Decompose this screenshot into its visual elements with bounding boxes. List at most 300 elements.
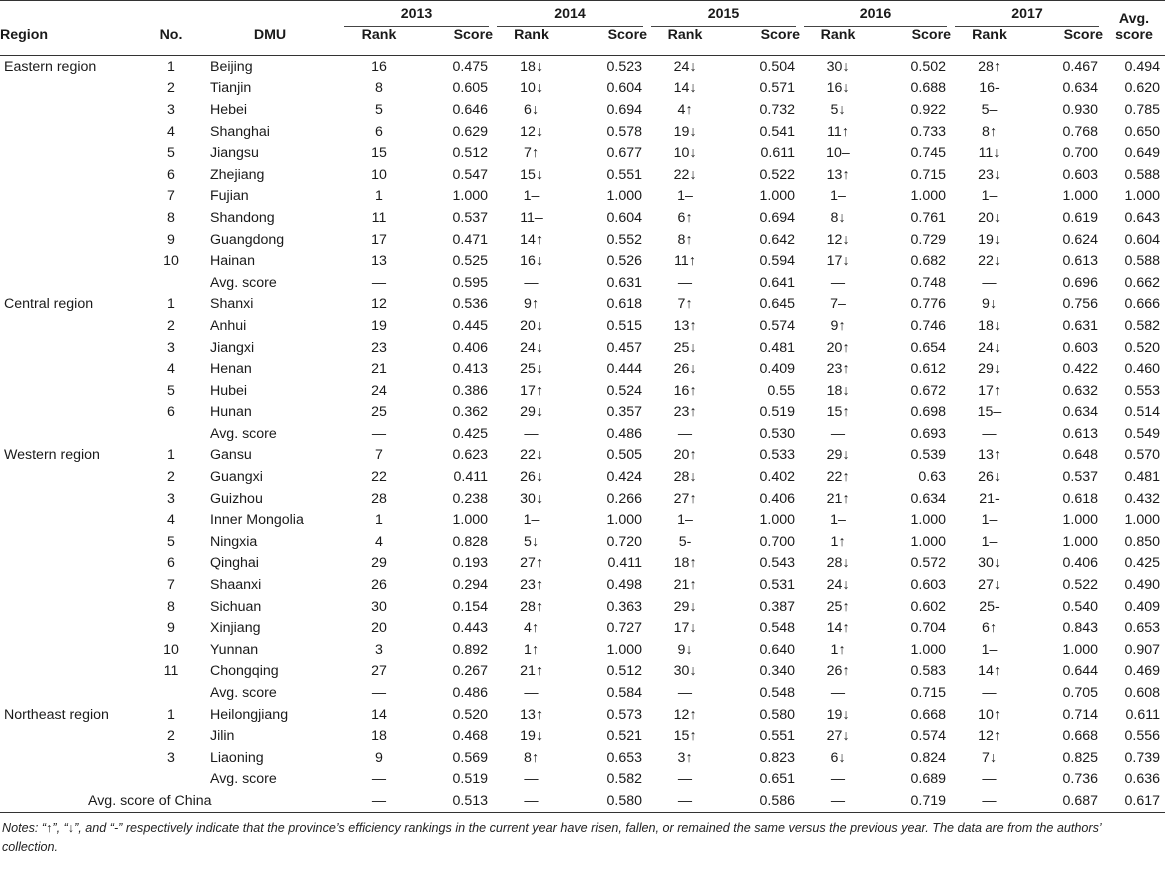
dmu-cell: Beijing [210, 58, 253, 75]
rank-cell: 1 [375, 512, 383, 529]
score-cell: 0.828 [452, 533, 488, 550]
rank-cell: 13↑ [826, 166, 850, 183]
score-cell: 0.411 [607, 555, 642, 572]
region-cell [0, 99, 142, 121]
score-cell: 0.618 [1062, 490, 1098, 507]
score-cell: 0.402 [759, 469, 795, 486]
score-cell: 1.000 [759, 188, 795, 205]
score-cell: 0.645 [759, 296, 795, 313]
region-cell [0, 186, 142, 208]
dmu-cell: Xinjiang [210, 620, 261, 637]
table-row [0, 488, 1165, 510]
avg-score-cell: 0.785 [1124, 101, 1160, 118]
table-row [0, 704, 1165, 726]
score-cell: 0.468 [452, 728, 488, 745]
rank-cell: 23↓ [978, 166, 1001, 183]
table-row [0, 315, 1165, 337]
region-cell [0, 682, 142, 704]
dmu-cell: Heilongjiang [210, 706, 289, 723]
rank-cell: 17↑ [978, 382, 1001, 399]
score-cell: 1.000 [452, 188, 488, 205]
no-cell: 10 [163, 641, 179, 658]
score-cell: 0.729 [910, 231, 946, 248]
rank-cell: 7 [375, 447, 383, 464]
region-cell [0, 617, 142, 639]
region-cell [0, 272, 142, 294]
score-cell: 0.631 [606, 274, 642, 291]
score-cell: 0.694 [606, 101, 642, 118]
rank-cell: 1↑ [830, 533, 846, 550]
dmu-cell: Avg. score [210, 425, 277, 442]
rank-cell: — [677, 274, 693, 291]
region-cell: Eastern region [4, 58, 97, 75]
no-header [142, 1, 200, 28]
score-cell: 0.513 [418, 790, 493, 812]
avg-score-cell: 0.460 [1124, 361, 1160, 378]
avg-score-cell: 0.588 [1124, 166, 1160, 183]
dmu-cell: Avg. score [210, 685, 277, 702]
score-cell: 0.745 [910, 145, 946, 162]
region-avg-row [0, 682, 1165, 704]
score-cell: 0.582 [606, 771, 642, 788]
rank-cell: 10↓ [673, 145, 697, 162]
score-cell: 0.613 [1062, 425, 1098, 442]
rank-cell: 16↑ [673, 382, 697, 399]
score-cell: 0.520 [452, 706, 488, 723]
score-cell: 1.000 [910, 512, 946, 529]
avg-score-header-line1: Avg. [1103, 1, 1165, 28]
rank-cell: — [830, 425, 846, 442]
avg-score-header-line2: score [1103, 27, 1165, 56]
table-row [0, 250, 1165, 272]
score-cell: 0.612 [910, 361, 946, 378]
rank-cell: 6 [375, 123, 383, 140]
score-cell: 0.756 [1062, 296, 1098, 313]
score-cell: 0.698 [910, 404, 946, 421]
score-cell: 0.634 [910, 490, 946, 507]
score-cell: 1.000 [452, 512, 488, 529]
rank-cell: 8↑ [982, 123, 997, 140]
avg-score-cell: 0.611 [1125, 706, 1160, 723]
rank-cell: 29↓ [520, 404, 543, 421]
score-cell: 0.595 [452, 274, 488, 291]
region-cell [0, 531, 142, 553]
score-cell: 0.539 [910, 447, 946, 464]
score-cell: 0.641 [759, 274, 795, 291]
no-cell: 11 [163, 663, 179, 680]
rank-cell: 15↑ [826, 404, 850, 421]
score-cell: 0.411 [453, 469, 488, 486]
table-row [0, 337, 1165, 359]
avg-score-cell: 0.608 [1124, 685, 1160, 702]
score-cell: 0.604 [606, 80, 642, 97]
rank-cell: 22↓ [978, 253, 1001, 270]
rank-cell: — [830, 771, 846, 788]
no-cell: 5 [167, 382, 175, 399]
rank-cell: 6↑ [982, 620, 997, 637]
year-header-2014: 2014 [493, 1, 647, 28]
score-cell: 0.406 [452, 339, 488, 356]
no-cell [142, 769, 200, 791]
table-row [0, 639, 1165, 661]
score-cell: 0.543 [759, 555, 795, 572]
rank-cell: 5 [375, 101, 383, 118]
no-cell: 8 [167, 209, 175, 226]
no-cell: 6 [167, 404, 175, 421]
score-cell: 0.444 [606, 361, 642, 378]
score-cell: 0.603 [1062, 166, 1098, 183]
score-cell: 0.715 [910, 166, 946, 183]
table-header [0, 1, 1165, 56]
rank-cell: 18↓ [520, 58, 543, 75]
table-row [0, 466, 1165, 488]
rank-cell: 25↓ [520, 361, 543, 378]
no-cell: 5 [167, 533, 175, 550]
score-cell: 0.362 [452, 404, 488, 421]
score-cell: 0.481 [759, 339, 795, 356]
score-cell: 0.524 [606, 382, 642, 399]
rank-cell: 8 [375, 80, 383, 97]
rank-cell: 23↑ [826, 361, 850, 378]
year-header-2013: 2013 [340, 1, 493, 28]
rank-cell: — [524, 425, 539, 442]
score-cell: 0.693 [910, 425, 946, 442]
rank-cell: 19↓ [673, 123, 697, 140]
score-cell: 0.746 [910, 317, 946, 334]
score-cell: 0.574 [759, 317, 795, 334]
score-cell: 0.748 [910, 274, 946, 291]
avg-score-cell: 0.582 [1124, 317, 1160, 334]
rank-cell: 4↑ [524, 620, 539, 637]
score-cell: 0.443 [452, 620, 488, 637]
score-cell: 0.551 [606, 166, 642, 183]
score-cell: 0.512 [606, 663, 642, 680]
year-header-2016: 2016 [800, 1, 951, 28]
table-row [0, 207, 1165, 229]
rank-cell: 24 [371, 382, 387, 399]
score-cell: 0.586 [723, 790, 800, 812]
score-cell: 1.000 [910, 188, 946, 205]
region-cell [0, 769, 142, 791]
rank-cell: — [647, 790, 723, 812]
dmu-cell: Inner Mongolia [210, 512, 304, 529]
avg-score-cell: 1.000 [1124, 512, 1160, 529]
rank-cell: 25↓ [673, 339, 697, 356]
rank-cell: 5– [981, 101, 998, 118]
no-header-label: No. [142, 27, 200, 56]
score-cell: 0.668 [910, 706, 946, 723]
score-cell: 0.406 [759, 490, 795, 507]
rank-cell: 28↑ [978, 58, 1001, 75]
rank-cell: 17↓ [826, 253, 850, 270]
score-cell: 0.551 [759, 728, 795, 745]
avg-score-cell: 0.514 [1124, 404, 1160, 421]
dmu-cell: Hainan [210, 253, 255, 270]
score-cell: 0.580 [759, 706, 795, 723]
score-cell: 0.642 [759, 231, 795, 248]
score-cell: 0.624 [1062, 231, 1098, 248]
table-row [0, 445, 1165, 467]
rank-cell: — [677, 425, 693, 442]
rank-cell: 28↑ [520, 598, 543, 615]
rank-cell: 18↓ [978, 317, 1001, 334]
avg-score-cell: 0.662 [1124, 274, 1160, 291]
table-row [0, 596, 1165, 618]
rank-cell: 28 [371, 490, 387, 507]
score-cell: 0.471 [452, 231, 488, 248]
rank-cell: 13↑ [673, 317, 697, 334]
score-cell: 0.605 [452, 80, 488, 97]
rank-cell: — [524, 771, 539, 788]
no-cell: 1 [167, 58, 175, 75]
avg-score-cell: 0.617 [1103, 790, 1165, 812]
region-cell [0, 466, 142, 488]
dmu-header [200, 1, 340, 28]
rank-cell: 12↓ [520, 123, 543, 140]
score-cell: 0.457 [606, 339, 642, 356]
table-row [0, 56, 1165, 78]
dmu-cell: Shaanxi [210, 577, 262, 594]
region-cell [0, 639, 142, 661]
rank-cell: 19↓ [826, 706, 850, 723]
score-cell: 0.569 [452, 749, 488, 766]
no-cell [142, 272, 200, 294]
avg-score-cell: 0.739 [1124, 749, 1160, 766]
score-cell: 0.646 [452, 101, 488, 118]
score-cell: 0.531 [759, 577, 795, 594]
score-header: Score [418, 27, 493, 56]
rank-cell: 30↓ [978, 555, 1001, 572]
rank-cell: 9↓ [677, 641, 693, 658]
rank-header: Rank [493, 27, 570, 56]
score-cell: 0.736 [1062, 771, 1098, 788]
score-cell: 0.719 [876, 790, 951, 812]
table-row [0, 294, 1165, 316]
score-cell: 0.623 [452, 447, 488, 464]
rank-cell: 3↑ [677, 749, 693, 766]
rank-cell: 21- [979, 490, 1000, 507]
region-cell [0, 423, 142, 445]
score-cell: 0.536 [452, 296, 488, 313]
table-row [0, 747, 1165, 769]
score-cell: 0.537 [1062, 469, 1098, 486]
score-cell: 0.629 [452, 123, 488, 140]
region-cell [0, 553, 142, 575]
rank-cell: — [982, 771, 997, 788]
rank-cell: 1– [677, 188, 693, 205]
avg-score-cell: 0.490 [1124, 577, 1160, 594]
rank-cell: 18 [371, 728, 387, 745]
score-cell: 0.422 [1062, 361, 1098, 378]
rank-cell: 25 [371, 404, 387, 421]
avg-score-cell: 0.650 [1124, 123, 1160, 140]
score-cell: 0.525 [452, 253, 488, 270]
score-cell: 0.594 [759, 253, 795, 270]
region-cell [0, 315, 142, 337]
score-header: Score [570, 27, 647, 56]
score-cell: 0.583 [910, 663, 946, 680]
rank-cell: — [800, 790, 876, 812]
region-cell [0, 337, 142, 359]
score-cell: 1.000 [1062, 512, 1098, 529]
region-cell [0, 725, 142, 747]
score-cell: 0.689 [910, 771, 946, 788]
score-cell: 0.687 [1028, 790, 1103, 812]
rank-cell: 21↑ [520, 663, 543, 680]
avg-score-cell: 0.907 [1124, 641, 1160, 658]
score-cell: 0.843 [1062, 620, 1098, 637]
rank-cell: — [524, 685, 539, 702]
score-cell: 0.823 [759, 749, 795, 766]
rank-cell: 22↓ [673, 166, 697, 183]
score-cell: 0.604 [606, 209, 642, 226]
dmu-cell: Chongqing [210, 663, 279, 680]
score-cell: 0.486 [452, 685, 488, 702]
rank-cell: 19 [371, 317, 387, 334]
rank-cell: 21 [371, 361, 387, 378]
rank-cell: 28↓ [673, 469, 697, 486]
rank-cell: 13↑ [978, 447, 1001, 464]
score-cell: 0.644 [1062, 663, 1098, 680]
avg-score-cell: 0.432 [1124, 490, 1160, 507]
score-header: Score [876, 27, 951, 56]
dmu-cell: Avg. score [210, 771, 277, 788]
score-cell: 0.572 [910, 555, 946, 572]
no-cell: 3 [167, 490, 175, 507]
rank-cell: 1 [375, 188, 383, 205]
table-body [0, 56, 1165, 813]
table-row [0, 380, 1165, 402]
rank-cell: 19↓ [978, 231, 1001, 248]
avg-score-cell: 0.409 [1124, 598, 1160, 615]
rank-cell: 7↓ [982, 749, 997, 766]
dmu-cell: Guangdong [210, 231, 285, 248]
rank-cell: — [951, 790, 1028, 812]
rank-cell: 6↑ [677, 209, 693, 226]
rank-cell: 29↓ [826, 447, 850, 464]
avg-score-cell: 0.553 [1124, 382, 1160, 399]
year-header-2015: 2015 [647, 1, 800, 28]
region-avg-row [0, 272, 1165, 294]
score-cell: 0.533 [759, 447, 795, 464]
rank-cell: 26↓ [673, 361, 697, 378]
no-cell: 3 [167, 101, 175, 118]
score-cell: 0.467 [1062, 58, 1098, 75]
rank-cell: 22↓ [520, 447, 543, 464]
dmu-header-label: DMU [200, 27, 340, 56]
rank-cell: 12 [371, 296, 387, 313]
rank-cell: 16- [979, 80, 1000, 97]
rank-cell: — [982, 425, 997, 442]
score-cell: 0.537 [452, 209, 488, 226]
rank-cell: 26 [371, 577, 387, 594]
score-cell: 0.340 [759, 663, 795, 680]
rank-header: Rank [951, 27, 1028, 56]
score-cell: 0.63 [918, 469, 946, 486]
rank-cell: 27↓ [826, 728, 850, 745]
rank-cell: 29↓ [978, 361, 1001, 378]
rank-cell: 17↑ [520, 382, 543, 399]
rank-cell: 16↓ [520, 253, 543, 270]
region-cell [0, 164, 142, 186]
avg-score-cell: 0.588 [1124, 253, 1160, 270]
region-cell [0, 488, 142, 510]
score-cell: 0.824 [910, 749, 946, 766]
score-cell: 0.548 [759, 620, 795, 637]
rank-cell: 13↑ [520, 706, 543, 723]
dmu-cell: Anhui [210, 317, 247, 334]
rank-cell: 14↑ [520, 231, 543, 248]
rank-cell: 21↑ [673, 577, 697, 594]
rank-cell: 10↑ [978, 706, 1001, 723]
score-cell: 0.761 [910, 209, 946, 226]
rank-cell: 30↓ [520, 490, 543, 507]
rank-cell: — [340, 790, 418, 812]
score-cell: 0.825 [1062, 749, 1098, 766]
no-cell: 9 [167, 231, 175, 248]
score-cell: 0.727 [606, 620, 642, 637]
table-row [0, 661, 1165, 683]
score-cell: 0.519 [759, 404, 795, 421]
region-cell [0, 380, 142, 402]
score-cell: 0.294 [452, 577, 488, 594]
rank-cell: 22 [371, 469, 387, 486]
rank-cell: 16↓ [826, 80, 850, 97]
score-cell: 0.714 [1062, 706, 1098, 723]
rank-cell: 3 [375, 641, 383, 658]
score-cell: 0.580 [570, 790, 647, 812]
dmu-cell: Jiangsu [210, 145, 259, 162]
dmu-cell: Jilin [210, 728, 235, 745]
score-cell: 0.424 [606, 469, 642, 486]
region-cell [0, 661, 142, 683]
no-cell: 6 [167, 555, 175, 572]
score-cell: 0.530 [759, 425, 795, 442]
rank-cell: — [982, 274, 997, 291]
rank-cell: 27↓ [978, 577, 1001, 594]
rank-cell: — [371, 425, 387, 442]
avg-score-cell: 1.000 [1124, 188, 1160, 205]
rank-cell: 24↓ [673, 58, 697, 75]
dmu-cell: Hubei [210, 382, 248, 399]
score-cell: 1.000 [910, 641, 946, 658]
rank-cell: 1– [523, 512, 540, 529]
score-header: Score [723, 27, 800, 56]
no-cell: 10 [163, 253, 179, 270]
avg-score-cell: 0.649 [1124, 145, 1160, 162]
rank-cell: 16 [371, 58, 387, 75]
rank-cell: 10 [371, 166, 387, 183]
rank-cell: 10– [826, 145, 850, 162]
score-cell: 0.55 [767, 382, 795, 399]
region-header-label: Region [0, 27, 142, 56]
rank-cell: 11↑ [827, 123, 849, 140]
score-cell: 0.486 [606, 425, 642, 442]
score-cell: 0.700 [1062, 145, 1098, 162]
rank-cell: 26↓ [520, 469, 543, 486]
dmu-cell: Liaoning [210, 749, 264, 766]
no-cell: 4 [167, 361, 175, 378]
score-cell: 0.523 [606, 58, 642, 75]
region-cell [0, 142, 142, 164]
rank-cell: 20↓ [520, 317, 543, 334]
dmu-cell: Shandong [210, 209, 275, 226]
score-cell: 0.634 [1062, 80, 1098, 97]
rank-cell: — [524, 274, 539, 291]
score-cell: 0.522 [1062, 577, 1098, 594]
score-cell: 0.445 [452, 317, 488, 334]
rank-cell: 1↑ [830, 641, 846, 658]
